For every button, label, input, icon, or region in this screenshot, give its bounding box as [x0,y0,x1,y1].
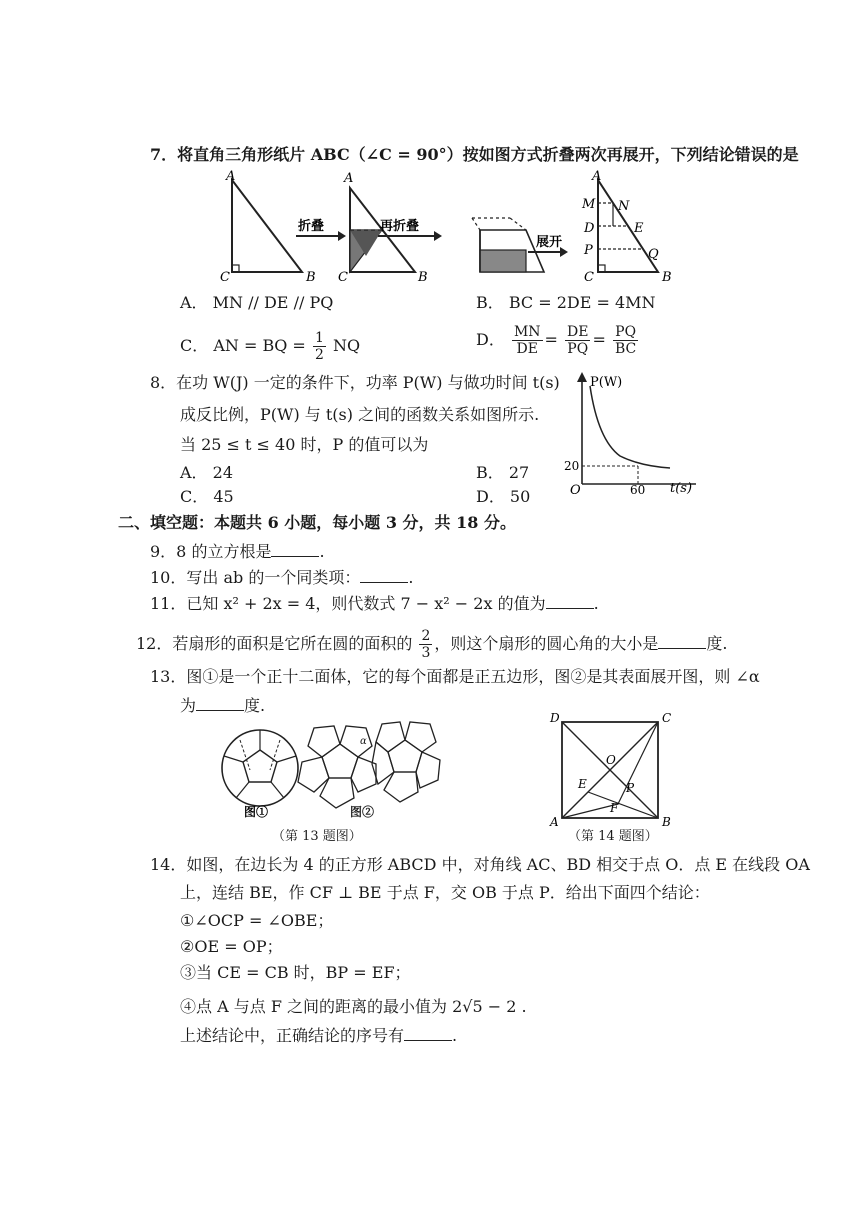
q13-caption: （第 13 题图） [272,829,362,844]
q7-option-b[interactable]: B． BC = 2DE = 4MN [476,293,656,312]
svg-text:D: D [550,711,560,725]
q9: 9．8 的立方根是 . [150,542,325,561]
q8-option-c[interactable]: C． 45 [180,487,234,506]
q7-option-d-frac1: $\frac{MN}{DE}$ [513,324,541,357]
q14-conclusion-3: ③当 CE = CB 时，BP = EF； [180,963,411,982]
q7-option-c[interactable] [180,330,360,363]
svg-text:图①: 图① [244,805,269,819]
q10: 10．写出 ab 的一个同类项： . [150,568,414,587]
svg-text:再折叠: 再折叠 [380,219,420,234]
q7-option-c-fraction: $\frac{1}{2}$ [314,330,324,363]
q14-conclusion-1: ①∠OCP = ∠OBE； [180,911,334,930]
q13-line1: 13．图①是一个正十二面体，它的每个面都是正五边形，图②是其表面展开图，则 ∠α [150,667,760,686]
q11-text: 11．已知 x² + 2x = 4，则代数式 7 − x² − 2x 的值为 [150,594,546,613]
svg-text:C: C [584,270,594,285]
q14-line1: 14．如图，在边长为 4 的正方形 ABCD 中，对角线 AC、BD 相交于点 O．点 E 在线段 OA [150,855,810,874]
q8-xlabel: t(s) [670,481,693,496]
q14-line2: 上，连结 BE，作 CF ⊥ BE 于点 F，交 OB 于点 P．给出下面四个结论： [180,883,710,902]
q11: 11．已知 x² + 2x = 4，则代数式 7 − x² − 2x 的值为 . [150,594,599,613]
q8-ylabel: P(W) [590,375,623,390]
svg-text:C: C [220,270,230,285]
svg-text:α: α [360,736,367,747]
svg-text:E: E [634,221,644,236]
q7-option-a[interactable]: A． MN // DE // PQ [180,293,334,312]
q7-option-d-label: D． [476,330,505,349]
svg-text:D: D [584,221,595,236]
q8-line1: 8．在功 W(J) 一定的条件下，功率 P(W) 与做功时间 t(s) [150,373,560,392]
q12: 12．若扇形的面积是它所在圆的面积的 $\frac{2}{3}$ ，则这个扇形的圆心角的大小是 度. [136,628,728,661]
svg-text:P: P [626,781,635,795]
svg-text:Q: Q [648,247,659,262]
q14-caption: （第 14 题图） [568,829,658,844]
q13-line2: 为 度. [180,696,266,715]
q8-x-tick: 60 [630,483,646,497]
section2-heading: 二、填空题：本题共 6 小题，每小题 3 分，共 18 分。 [118,513,516,532]
svg-text:A: A [344,171,354,186]
svg-text:折叠: 折叠 [298,219,325,234]
q9-answer-blank[interactable] [271,540,319,557]
q13-dodecahedron [222,730,298,819]
q13-figures [210,720,450,832]
q7-figures [210,168,680,286]
q7-option-d-frac2: $\frac{DE}{PQ}$ [567,324,589,357]
q10-text: 10．写出 ab 的一个同类项： [150,568,361,587]
q12-answer-blank[interactable] [658,632,706,649]
svg-text:C: C [662,711,672,725]
q8-graph [560,370,710,498]
q13-answer-blank[interactable] [196,694,244,711]
svg-text:B: B [662,815,671,828]
q7-option-d-frac3: $\frac{PQ}{BC}$ [614,324,637,357]
q7-option-d[interactable]: D． $\frac{MN}{DE}$ = $\frac{DE}{PQ}$ = $\frac{PQ}{BC}$ [476,324,637,357]
q7-stem: 7．将直角三角形纸片 ABC（∠C = 90°）按如图方式折叠两次再展开，下列结论错误的是 [150,145,799,164]
svg-text:A: A [592,169,602,184]
svg-text:B: B [418,270,428,285]
q7-option-c-tail: NQ [332,336,361,355]
svg-text:展开: 展开 [536,235,563,250]
svg-text:B: B [662,270,672,285]
q7-fig3-folded [472,218,544,272]
q13-net [298,722,440,819]
q8-option-d[interactable]: D． 50 [476,487,531,506]
svg-text:C: C [338,270,348,285]
q14-answer-blank[interactable] [404,1024,452,1041]
svg-text:B: B [306,270,316,285]
q8-curve [590,386,670,468]
q10-answer-blank[interactable] [360,566,408,583]
svg-text:A: A [226,169,236,184]
q12-text: 12．若扇形的面积是它所在圆的面积的 [136,634,413,653]
q11-answer-blank[interactable] [546,592,594,609]
svg-text:A: A [550,815,559,828]
q8-origin: O [570,483,581,498]
q8-line2: 成反比例，P(W) 与 t(s) 之间的函数关系如图所示. [180,405,540,424]
svg-text:F: F [610,801,619,815]
q14-figure [540,708,680,828]
q14-last: 上述结论中，正确结论的序号有 . [180,1026,458,1045]
svg-text:P: P [584,243,593,258]
q7-arrow-unfold [528,234,568,257]
svg-text:E: E [578,777,587,791]
q14-conclusion-4: ④点 A 与点 F 之间的距离的最小值为 2√5 − 2 . [180,997,527,1016]
svg-text:图②: 图② [350,805,375,819]
q7-fig4-unfolded [581,169,672,285]
q9-text: 9．8 的立方根是 [150,542,272,561]
q7-option-c-text: C． AN = BQ = [180,336,306,355]
q8-option-b[interactable]: B． 27 [476,463,530,482]
q12-fraction: $\frac{2}{3}$ [421,628,431,661]
svg-text:N: N [618,199,630,214]
q7-arrow-fold [296,218,346,241]
q14-conclusion-2: ②OE = OP； [180,937,283,956]
q8-y-tick: 20 [564,459,580,473]
q8-line3: 当 25 ≤ t ≤ 40 时，P 的值可以为 [180,435,429,454]
q8-option-a[interactable]: A． 24 [180,463,234,482]
svg-text:M: M [582,197,596,212]
svg-text:O: O [606,753,616,767]
